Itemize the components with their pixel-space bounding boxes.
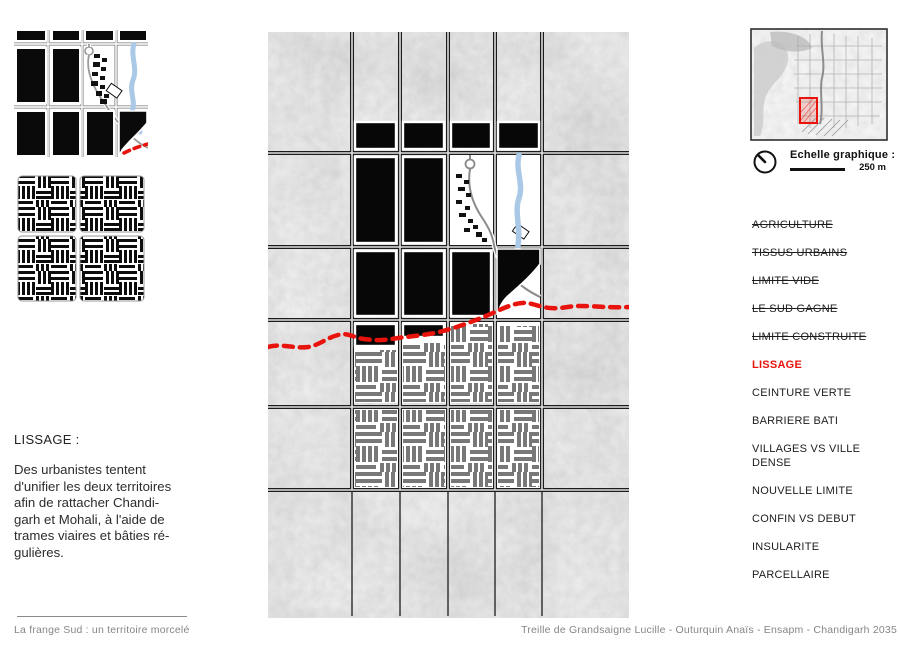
description-line: gulières.: [14, 544, 64, 560]
chapter-legend: [752, 218, 894, 596]
series-caption: La frange Sud : un territoire morcelé: [14, 624, 190, 636]
scale-distance: 250 m: [859, 162, 886, 173]
locator-map-drawing: [750, 28, 888, 141]
scale-bar: [790, 168, 845, 171]
main-map: [268, 32, 629, 618]
description-line: d'unifier les deux territoires: [14, 478, 172, 494]
grid-map-drawing: [14, 30, 148, 157]
figure-tissue-pattern: [17, 175, 145, 302]
description-line: afin de rattacher Chandi-: [14, 495, 160, 510]
legend-item-tissus-urbains: TISSUS URBAINS: [752, 247, 848, 259]
legend-item-ceinture-verte: CEINTURE VERTE: [752, 387, 852, 399]
legend-item-nouvelle-limite: NOUVELLE LIMITE: [752, 485, 853, 497]
description-title: LISSAGE :: [14, 432, 80, 447]
legend-item-le-sud-gagne: LE SUD GAGNE: [752, 303, 838, 315]
legend-item-limite-vide: LIMITE VIDE: [752, 275, 819, 287]
footer-divider: [17, 616, 187, 617]
description-line: Des urbanistes tentent: [14, 462, 146, 477]
locator-map: [750, 28, 888, 141]
legend-item-barriere-bati: BARRIERE BATI: [752, 415, 839, 427]
legend-item-limite-construite: LIMITE CONSTRUITE: [752, 331, 867, 343]
main-map-drawing: [268, 32, 629, 618]
description-line: trames viaires et bâties ré-: [14, 528, 170, 543]
legend-item-confin-vs-debut: CONFIN VS DEBUT: [752, 513, 856, 525]
legend-item-parcellaire: PARCELLAIRE: [752, 569, 830, 581]
credits-caption: Treille de Grandsaigne Lucille - Outurquin Anaïs - Ensapm - Chandigarh 2035: [521, 624, 897, 636]
scale-label: Echelle graphique :: [790, 149, 896, 161]
figure-grid-map-detail: [14, 30, 148, 157]
legend-item-villages-vs-ville-dense: VILLAGES VS VILLE DENSE: [752, 443, 861, 469]
north-arrow-icon: [752, 149, 778, 175]
tissue-pattern-drawing: [17, 175, 145, 302]
scale-bar-row: [790, 162, 886, 173]
legend-item-lissage: LISSAGE: [752, 359, 803, 371]
description-line: garh et Mohali, à l'aide de: [14, 511, 165, 527]
legend-item-insularite: INSULARITE: [752, 541, 820, 553]
description-block: [14, 432, 210, 561]
legend-item-agriculture: AGRICULTURE: [752, 219, 833, 231]
